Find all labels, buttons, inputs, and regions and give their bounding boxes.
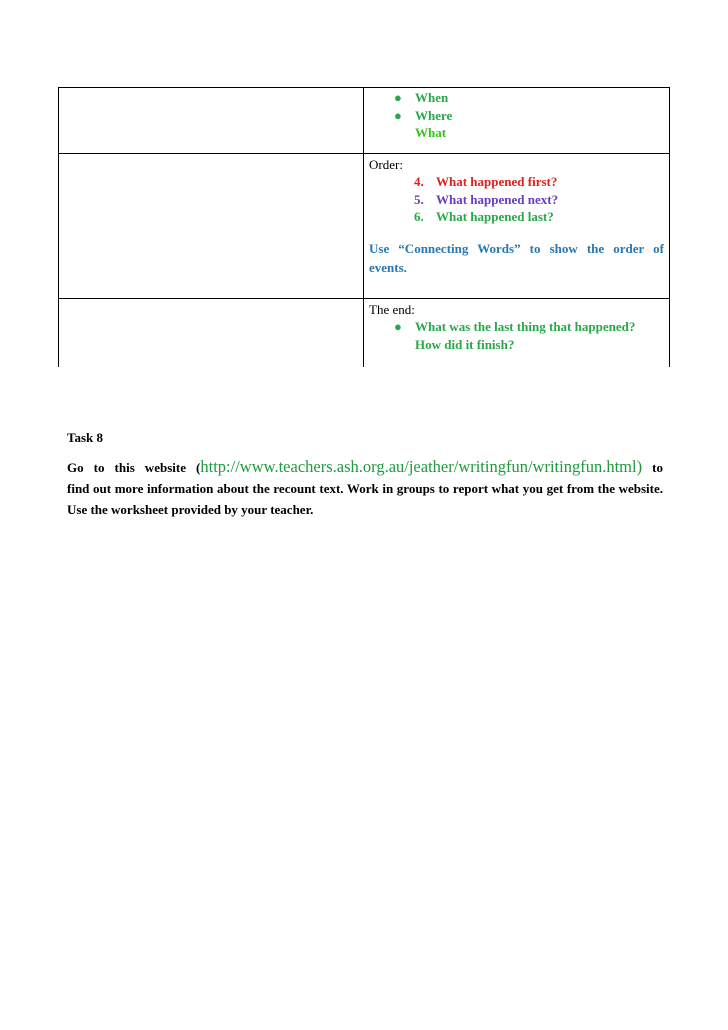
table-border-left bbox=[58, 87, 59, 367]
bullet-where: Where bbox=[415, 107, 453, 123]
step-number: 4. bbox=[414, 174, 424, 189]
step-number: 5. bbox=[414, 191, 424, 207]
list-item bbox=[369, 124, 664, 142]
list-item bbox=[369, 208, 664, 226]
table-border-right bbox=[669, 87, 670, 367]
table-cell-end bbox=[369, 301, 664, 353]
list-item bbox=[369, 318, 664, 336]
step-text: What happened next? bbox=[436, 191, 559, 207]
bullet-icon: ● bbox=[394, 107, 402, 123]
end-label: The end: bbox=[369, 302, 415, 317]
bullet-icon: ● bbox=[394, 90, 402, 105]
task-heading: Task 8 bbox=[67, 430, 104, 445]
table-border-middle bbox=[363, 87, 364, 367]
list-item bbox=[369, 107, 664, 125]
website-link[interactable]: http://www.teachers.ash.org.au/jeather/writingfun/writingfun.html bbox=[200, 457, 637, 476]
table-cell-order bbox=[369, 156, 664, 277]
order-label: Order: bbox=[369, 157, 403, 172]
step-text: What happened first? bbox=[436, 174, 558, 189]
end-question-continued: How did it finish? bbox=[415, 336, 515, 352]
task-body-text: find out more information about the recount text. Work in groups to report what you get from the website. Use the worksheet provided by your teacher. bbox=[67, 481, 663, 517]
task-intro: Go to this website ( bbox=[67, 460, 201, 475]
step-number: 6. bbox=[414, 209, 424, 224]
recount-table bbox=[58, 87, 670, 367]
table-border-row1 bbox=[58, 153, 670, 154]
task-line-1 bbox=[67, 456, 663, 478]
connecting-words-note: Use “Connecting Words” to show the order of events. bbox=[369, 240, 664, 275]
list-item bbox=[369, 191, 664, 209]
list-item bbox=[369, 89, 664, 107]
table-cell-orientation bbox=[369, 89, 664, 142]
task-instructions bbox=[67, 456, 663, 520]
item-what: What bbox=[415, 125, 447, 140]
table-border-top bbox=[58, 87, 670, 88]
step-text: What happened last? bbox=[436, 209, 554, 224]
task-after-link: to bbox=[642, 460, 663, 475]
end-question: What was the last thing that happened? bbox=[415, 319, 636, 334]
link-close-paren: ) bbox=[636, 457, 643, 476]
list-item bbox=[369, 173, 664, 191]
table-border-row2 bbox=[58, 298, 670, 299]
list-item bbox=[369, 336, 664, 354]
bullet-icon: ● bbox=[394, 319, 402, 334]
bullet-when: When bbox=[415, 90, 449, 105]
